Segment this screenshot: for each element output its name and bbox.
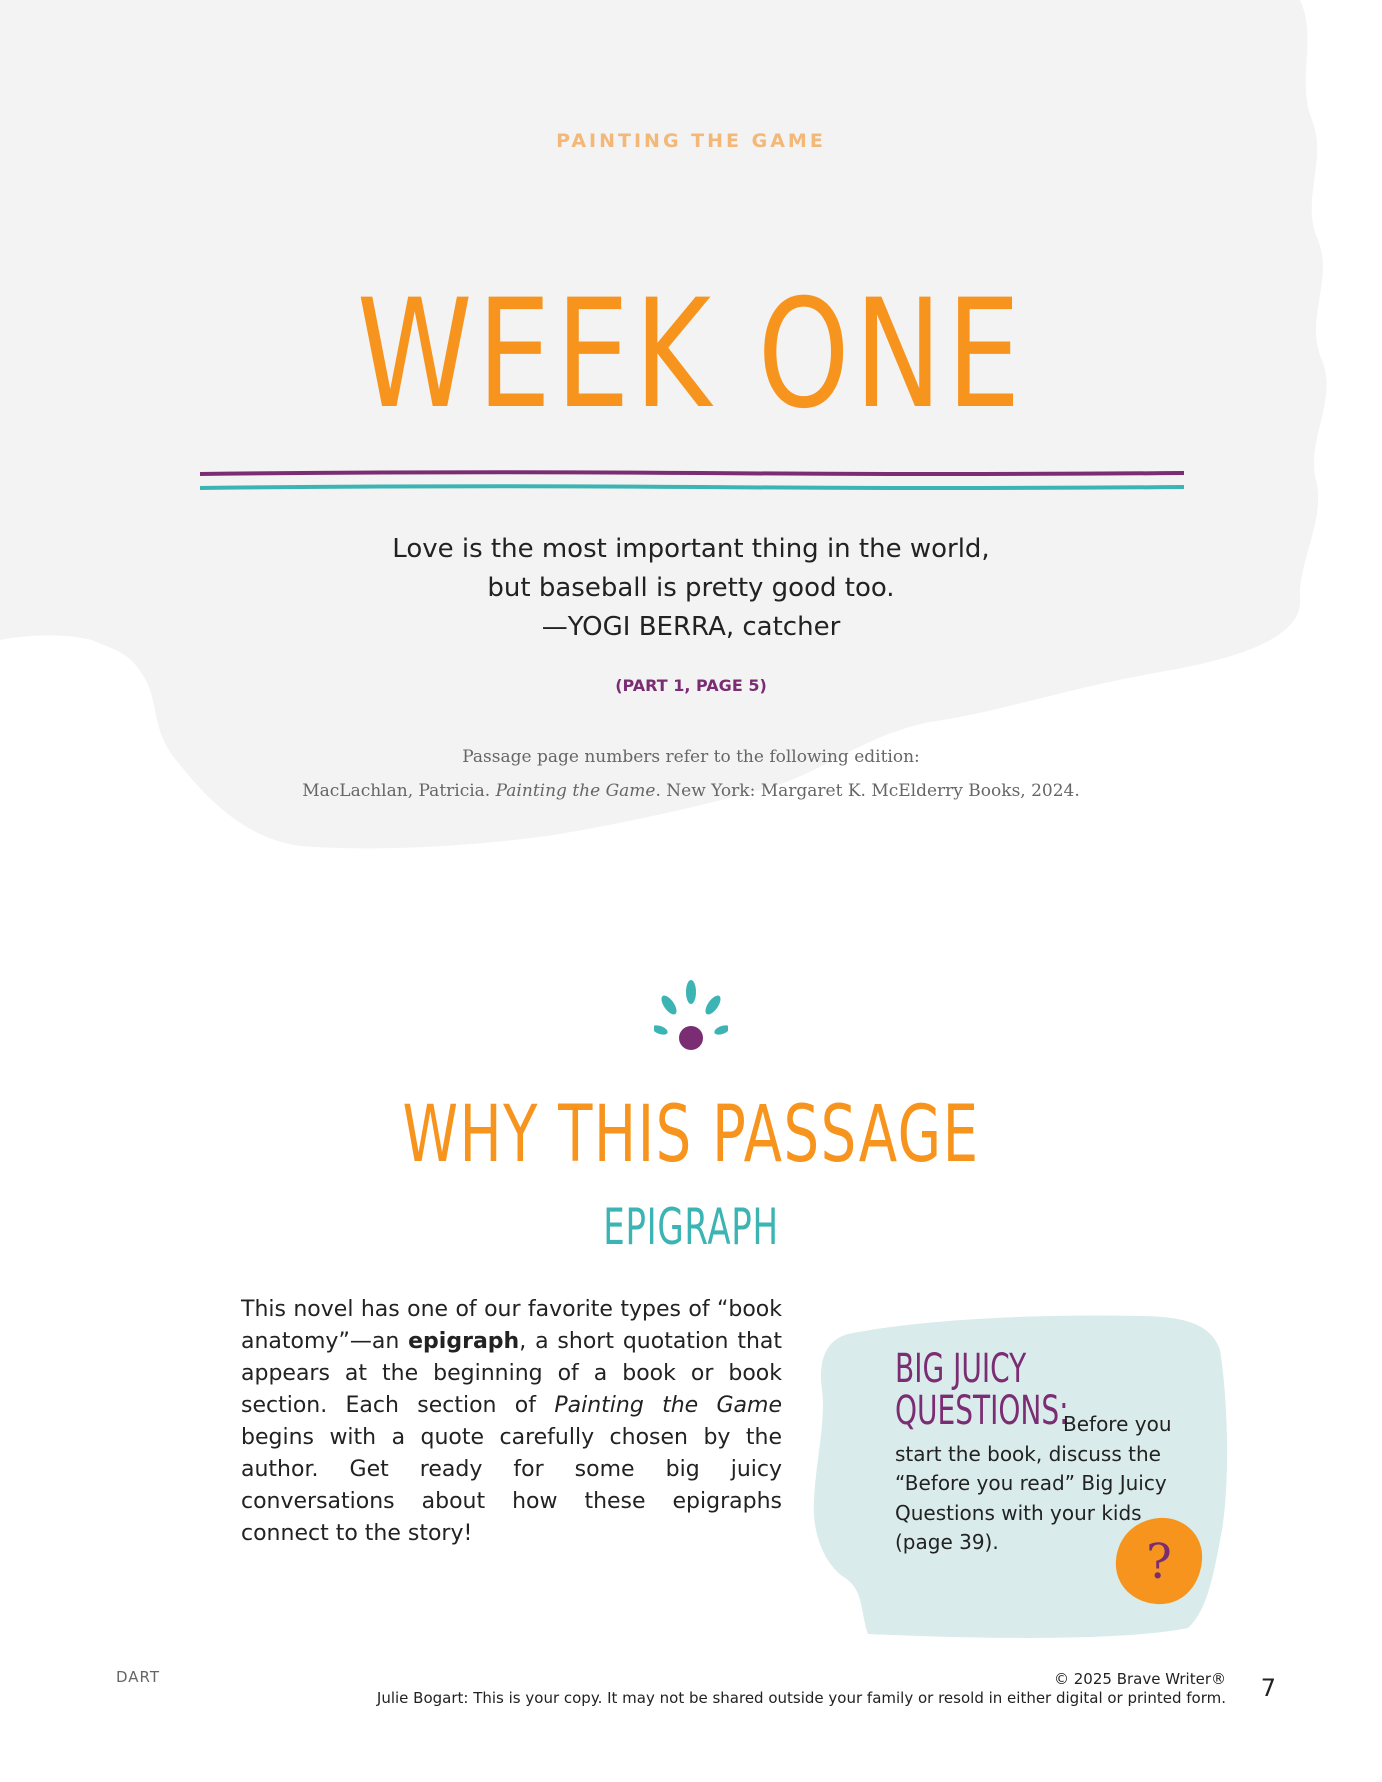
page-title: WEEK ONE — [356, 268, 1026, 442]
decorative-double-rule — [200, 468, 1184, 492]
paragraph-bold-term: epigraph — [408, 1329, 520, 1354]
footer-notice: Julie Bogart: This is your copy. It may not be shared outside your family or resold in either digital or printed form. — [376, 1689, 1226, 1707]
edition-citation — [0, 774, 1382, 808]
section-title: WHY THIS PASSAGE — [402, 1090, 980, 1180]
footer-copyright: © 2025 Brave Writer® — [1053, 1670, 1226, 1688]
edition-book-title: Painting the Game — [495, 781, 656, 801]
sunburst-ornament-icon — [654, 980, 728, 1056]
paragraph-text: begins with a quote carefully chosen by the author. Get ready for some big juicy conversations about how these epigraphs connect to the story! — [241, 1425, 782, 1546]
callout-title-line-1: BIG JUICY — [895, 1346, 1027, 1392]
epigraph-line-1: Love is the most important thing in the world, — [392, 534, 990, 564]
paragraph-text: , a short quotation that appears at the beginning of a book or book section. Each section of — [241, 1329, 782, 1418]
epigraph-line-2: but baseball is pretty good too. — [487, 573, 895, 603]
edition-author: MacLachlan, Patricia. — [302, 781, 496, 801]
epigraph-quote — [0, 530, 1382, 647]
running-head: PAINTING THE GAME — [556, 130, 826, 152]
section-paragraph — [241, 1294, 782, 1550]
edition-note — [0, 740, 1382, 808]
edition-publisher: . New York: Margaret K. McElderry Books, 2024. — [655, 781, 1080, 801]
footer-copyright-block — [377, 1670, 1226, 1708]
callout-body-line-1: Before you — [1063, 1412, 1172, 1436]
footer-left-label: DART — [116, 1668, 161, 1686]
callout-title-line-2: QUESTIONS: — [895, 1388, 1069, 1434]
question-mark-glyph: ? — [1146, 1534, 1172, 1590]
page-number: 7 — [1260, 1674, 1276, 1702]
epigraph-attribution: —YOGI BERRA, catcher — [541, 612, 841, 642]
callout-body-text: start the book, discuss the “Before you read” Big Juicy Questions with your kids (page 39). — [895, 1441, 1167, 1554]
question-mark-icon — [1112, 1514, 1206, 1608]
edition-note-line-1: Passage page numbers refer to the following edition: — [462, 747, 920, 767]
paragraph-book-title: Painting the Game — [554, 1393, 782, 1418]
section-subtitle: EPIGRAPH — [603, 1198, 779, 1256]
epigraph-reference: (PART 1, PAGE 5) — [615, 676, 767, 695]
paragraph-text: This novel has one of our favorite types of “book anatomy”—an — [241, 1297, 782, 1354]
